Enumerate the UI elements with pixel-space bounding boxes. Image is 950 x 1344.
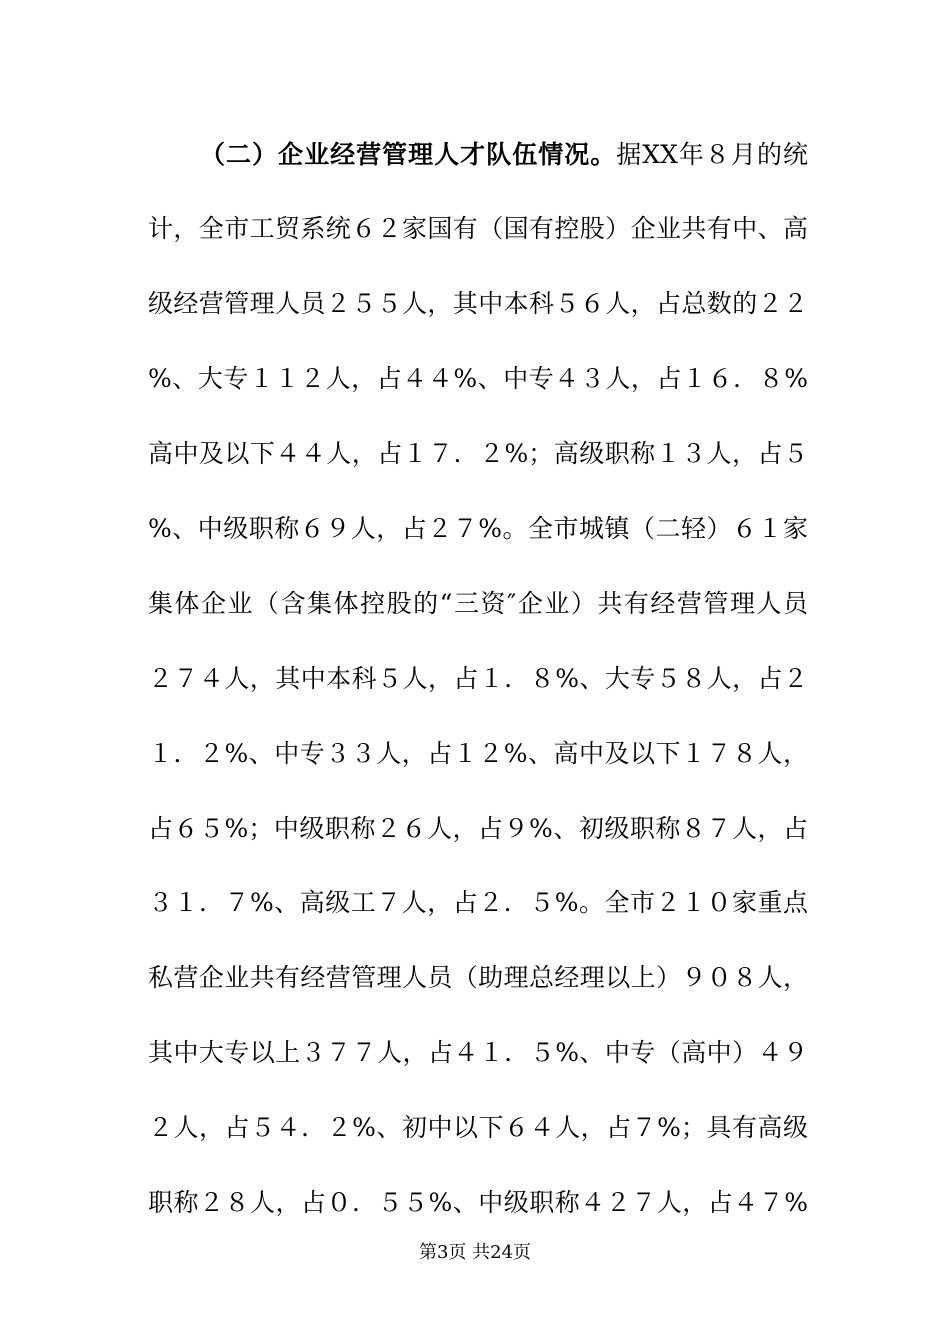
paragraph-line-7: 集体企业（含集体控股的“三资″企业）共有经营管理人员: [148, 589, 808, 618]
page-number-footer: 第3页 共24页: [418, 1242, 532, 1263]
paragraph-line-10: 占６５%；中级职称２６人，占９%、初级职称８７人，占: [148, 814, 808, 843]
paragraph-line-13: 其中大专以上３７７人，占４１．５%、中专（高中）４９: [148, 1038, 808, 1067]
paragraph-line-14: ２人，占５４．２%、初中以下６４人，占７%；具有高级: [148, 1113, 808, 1142]
line-text: 据XX年８月的统: [616, 140, 808, 169]
paragraph-line-8: ２７４人，其中本科５人，占１．８%、大专５８人，占２: [148, 664, 808, 693]
paragraph-line-3: 级经营管理人员２５５人，其中本科５６人，占总数的２２: [148, 289, 808, 318]
paragraph-line-12: 私营企业共有经营管理人员（助理总经理以上）９０８人，: [148, 963, 808, 992]
paragraph-line-4: %、大专１１２人，占４４%、中专４３人，占１６．８%: [148, 364, 808, 393]
section-heading: （二）企业经营管理人才队伍情况。: [200, 140, 617, 169]
paragraph-line-1: [200, 137, 808, 173]
paragraph-line-15: 职称２８人，占０．５５%、中级职称４２７人，占４７%: [148, 1188, 808, 1217]
paragraph-line-6: %、中级职称６９人，占２７%。全市城镇（二轻）６１家: [148, 514, 808, 543]
paragraph-line-11: ３１．７%、高级工７人，占２．５%。全市２１０家重点: [148, 888, 808, 917]
paragraph-line-5: 高中及以下４４人，占１７．２%；高级职称１３人，占５: [148, 439, 808, 468]
paragraph-line-9: １．２%、中专３３人，占１２%、高中及以下１７８人，: [148, 739, 808, 768]
paragraph-line-2: 计，全市工贸系统６２家国有（国有控股）企业共有中、高: [148, 214, 808, 243]
